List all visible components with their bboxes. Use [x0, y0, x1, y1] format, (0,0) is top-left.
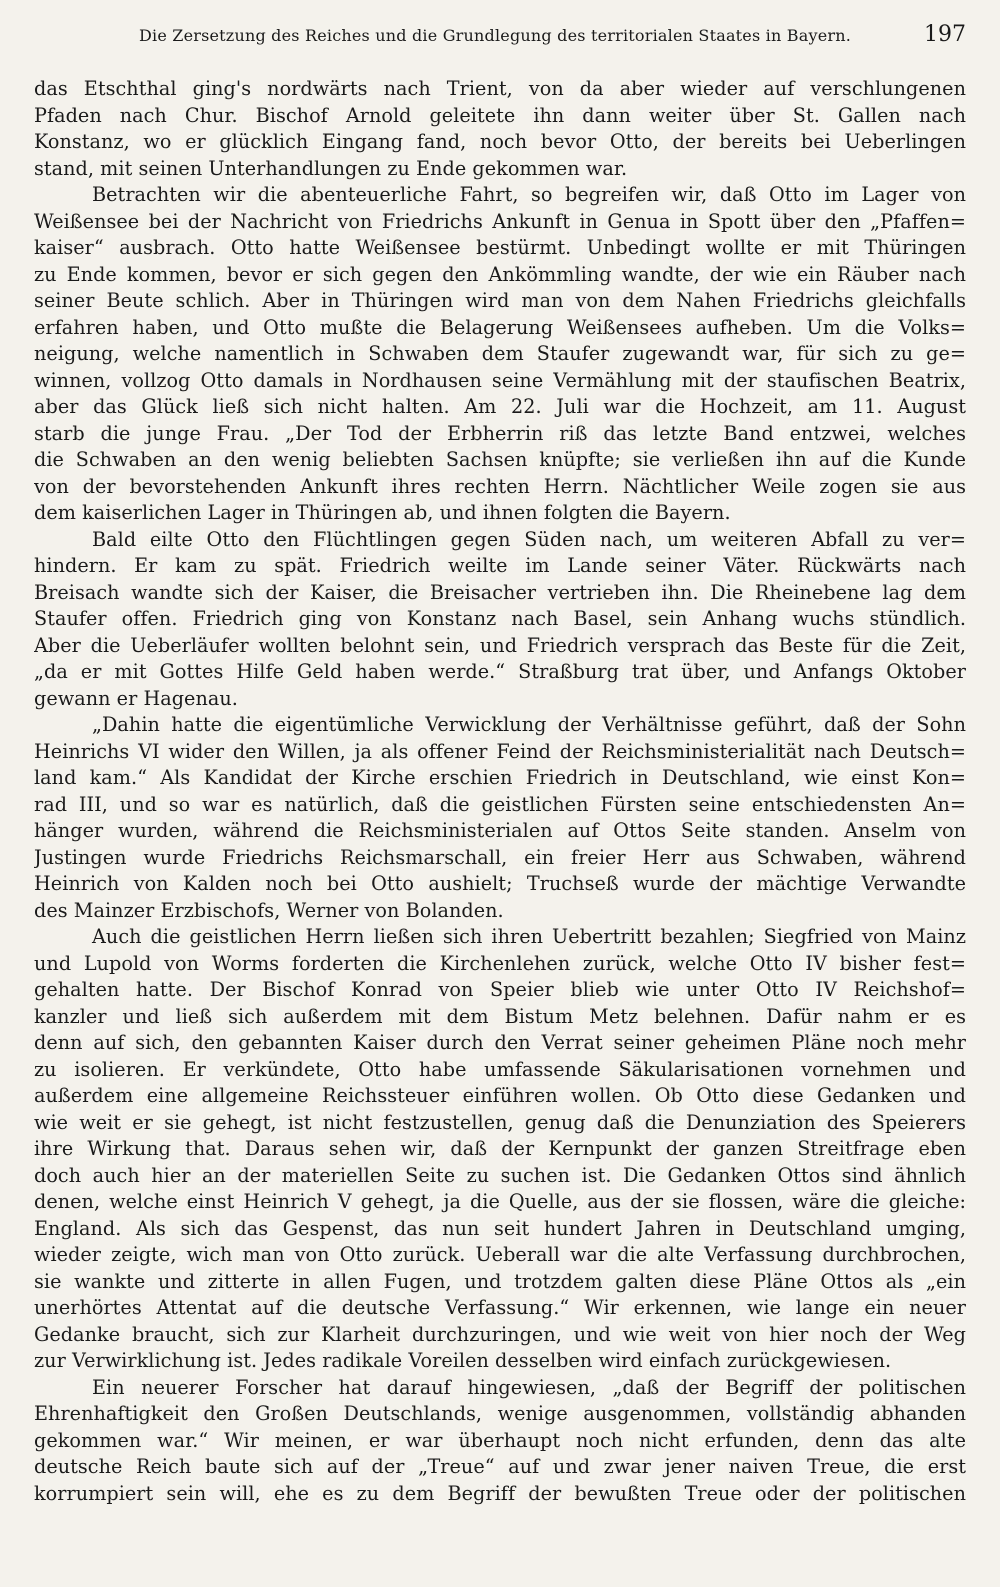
page-header	[34, 22, 966, 58]
text-line: neigung, welche namentlich in Schwaben dem Staufer zugewandt war, für sich zu ge=	[34, 342, 966, 365]
text-line: erfahren haben, und Otto mußte die Belagerung Weißensees aufheben. Um die Volks=	[34, 315, 966, 339]
text-line: Ein neuerer Forscher hat darauf hingewiesen, „daß der Begriff der politischen	[92, 1375, 966, 1399]
page-number: 197	[924, 22, 966, 47]
running-head: Die Zersetzung des Reiches und die Grundlegung des territorialen Staates in Bayern.	[138, 26, 852, 45]
text-line: Heinrich von Kalden noch bei Otto aushielt; Truchseß wurde der mächtige Verwandte	[34, 872, 966, 895]
text-line: Justingen wurde Friedrichs Reichsmarschall, ein freier Herr aus Schwaben, während	[34, 845, 966, 869]
text-line: Konstanz, wo er glücklich Eingang fand, noch bevor Otto, der bereits bei Ueberlingen	[34, 130, 966, 153]
text-line: gewann er Hagenau.	[34, 686, 238, 710]
text-line: Auch die geistlichen Herrn ließen sich ihren Uebertritt bezahlen; Siegfried von Mainz	[92, 925, 966, 948]
text-line: denn auf sich, den gebannten Kaiser durch den Verrat seiner geheimen Pläne noch mehr	[34, 1031, 966, 1054]
text-line: zu isolieren. Er verkündete, Otto habe umfassende Säkularisationen vornehmen und	[34, 1057, 966, 1081]
text-line: außerdem eine allgemeine Reichssteuer einführen wollen. Ob Otto diese Gedanken und	[34, 1084, 966, 1107]
text-line: land kam.“ Als Kandidat der Kirche erschien Friedrich in Deutschland, wie einst Kon=	[34, 766, 966, 789]
text-line: Bald eilte Otto den Flüchtlingen gegen Süden nach, um weiteren Abfall zu ver=	[92, 527, 966, 551]
text-line: zu Ende kommen, bevor er sich gegen den Ankömmling wandte, der wie ein Räuber nach	[34, 262, 966, 286]
text-line: wieder zeigte, wich man von Otto zurück. Ueberall war die alte Verfassung durchbrochen,	[34, 1243, 966, 1266]
text-line: des Mainzer Erzbischofs, Werner von Bolanden.	[34, 898, 504, 922]
text-line: kaiser“ ausbrach. Otto hatte Weißensee bestürmt. Unbedingt wollte er mit Thüringen	[34, 236, 966, 259]
text-line: Staufer offen. Friedrich ging von Konstanz nach Basel, sein Anhang wuchs stündlich.	[34, 607, 966, 630]
text-line: Pfaden nach Chur. Bischof Arnold geleitete ihn dann weiter über St. Gallen nach	[34, 103, 966, 127]
text-line: unerhörtes Attentat auf die deutsche Verfassung.“ Wir erkennen, wie lange ein neuer	[34, 1296, 966, 1319]
text-line: von der bevorstehenden Ankunft ihres rechten Herrn. Nächtlicher Weile zogen sie aus	[34, 474, 966, 498]
text-line: zur Verwirklichung ist. Jedes radikale Voreilen desselben wird einfach zurückgewiesen.	[34, 1349, 892, 1372]
text-line: gehalten hatte. Der Bischof Konrad von Speier blieb wie unter Otto IV Reichshof=	[34, 978, 966, 1001]
text-line: England. Als sich das Gespenst, das nun seit hundert Jahren in Deutschland umging,	[34, 1216, 966, 1240]
text-line: aber das Glück ließ sich nicht halten. Am 22. Juli war die Hochzeit, am 11. August	[34, 395, 966, 418]
text-line: Weißensee bei der Nachricht von Friedrichs Ankunft in Genua in Spott über den „Pfaffen=	[34, 209, 966, 233]
text-line: korrumpiert sein will, ehe es zu dem Begriff der bewußten Treue oder der politischen	[34, 1481, 966, 1505]
text-line: das Etschthal ging's nordwärts nach Trient, von da aber wieder auf verschlungenen	[34, 77, 966, 100]
text-line: Aber die Ueberläufer wollten belohnt sein, und Friedrich versprach das Beste für die Zeit,	[34, 633, 966, 657]
text-line: Ehrenhaftigkeit den Großen Deutschlands, wenige ausgenommen, vollständig abhanden	[34, 1402, 966, 1425]
text-line: kanzler und ließ sich außerdem mit dem Bistum Metz belehnen. Dafür nahm er es	[34, 1004, 966, 1028]
text-line: stand, mit seinen Unterhandlungen zu Ende gekommen war.	[34, 156, 628, 180]
text-line: winnen, vollzog Otto damals in Nordhausen seine Vermählung mit der staufischen Beatrix,	[34, 368, 966, 392]
text-line: Betrachten wir die abenteuerliche Fahrt, so begreifen wir, daß Otto im Lager von	[92, 183, 966, 206]
text-line: und Lupold von Worms forderten die Kirchenlehen zurück, welche Otto IV bisher fest=	[34, 951, 966, 975]
text-line: wie weit er sie gehegt, ist nicht festzustellen, genug daß die Denunziation des Speierers	[34, 1110, 966, 1134]
text-line: „Dahin hatte die eigentümliche Verwicklung der Verhältnisse geführt, daß der Sohn	[92, 713, 966, 736]
text-line: Heinrichs VI wider den Willen, ja als offener Feind der Reichsministerialität nach Deutsch=	[34, 739, 966, 763]
text-line: hindern. Er kam zu spät. Friedrich weilte im Lande seiner Väter. Rückwärts nach	[34, 554, 966, 577]
text-line: sie wankte und zitterte in allen Fugen, und trotzdem galten diese Pläne Ottos als „ein	[34, 1269, 966, 1293]
text-line: hänger wurden, während die Reichsministerialen auf Ottos Seite standen. Anselm von	[34, 819, 966, 842]
text-line: gekommen war.“ Wir meinen, er war überhaupt noch nicht erfunden, denn das alte	[34, 1428, 966, 1452]
text-line: ihre Wirkung that. Daraus sehen wir, daß der Kernpunkt der ganzen Streitfrage eben	[34, 1137, 966, 1160]
text-line: deutsche Reich baute sich auf der „Treue“ auf und zwar jener naiven Treue, die erst	[34, 1455, 966, 1478]
text-body	[34, 76, 966, 1507]
text-line: rad III, und so war es natürlich, daß die geistlichen Fürsten seine entschiedensten An=	[34, 792, 966, 816]
text-line: denen, welche einst Heinrich V gehegt, ja die Quelle, aus der sie flossen, wäre die gleiche:	[34, 1190, 966, 1213]
text-line: doch auch hier an der materiellen Seite zu suchen ist. Die Gedanken Ottos sind ähnlich	[34, 1163, 966, 1187]
text-line: seiner Beute schlich. Aber in Thüringen wird man von dem Nahen Friedrichs gleichfalls	[34, 289, 966, 312]
text-line: Gedanke braucht, sich zur Klarheit durchzuringen, und wie weit von hier noch der Weg	[34, 1322, 966, 1346]
text-line: „da er mit Gottes Hilfe Geld haben werde.“ Straßburg trat über, und Anfangs Oktober	[34, 660, 966, 683]
text-line: die Schwaben an den wenig beliebten Sachsen knüpfte; sie verließen ihn auf die Kunde	[34, 448, 966, 471]
text-line: dem kaiserlichen Lager in Thüringen ab, und ihnen folgten die Bayern.	[34, 501, 731, 524]
text-line: Breisach wandte sich der Kaiser, die Breisacher vertrieben ihn. Die Rheinebene lag dem	[34, 580, 966, 604]
text-line: starb die junge Frau. „Der Tod der Erbherrin riß das letzte Band entzwei, welches	[34, 421, 966, 445]
